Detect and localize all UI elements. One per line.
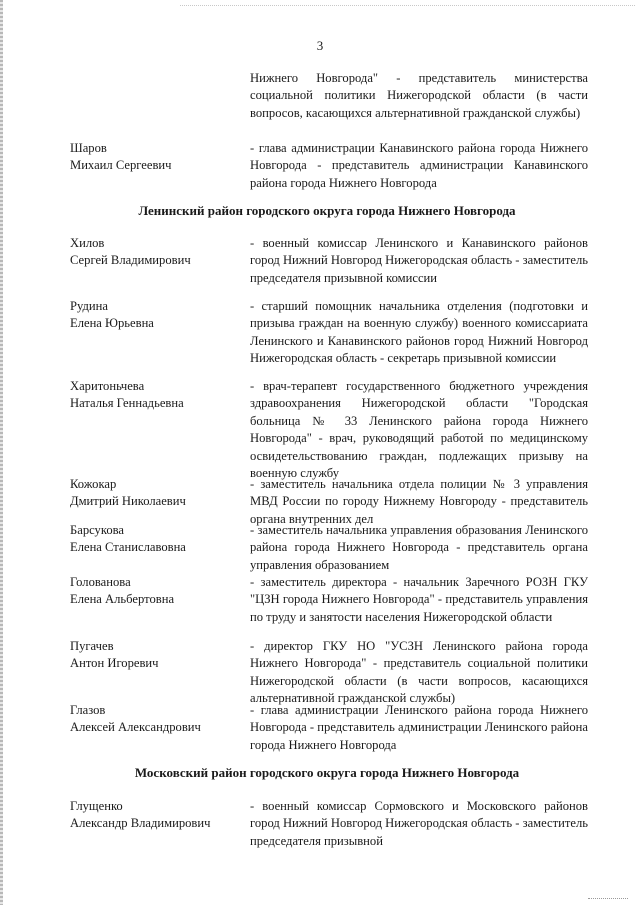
section-heading: Ленинский район городского округа города Нижнего Новгорода bbox=[138, 203, 516, 218]
member-entry bbox=[0, 702, 640, 754]
member-entry bbox=[0, 140, 640, 192]
continuation-role: Нижнего Новгорода" - представитель министерства социальной политики Нижегородской области (в части вопросов, касающихся альтернативной гражданской службы) bbox=[250, 71, 588, 120]
member-role: - заместитель начальника управления образования Ленинского района города Нижнего Новгорода - представитель органа управления образованием bbox=[250, 523, 588, 572]
member-name bbox=[70, 298, 245, 333]
member-surname: Шаров bbox=[70, 141, 107, 155]
member-entry bbox=[0, 522, 640, 574]
leninsky-entry-3 bbox=[0, 378, 640, 482]
member-role: - врач-терапевт государственного бюджетного учреждения здравоохранения Нижегородской области "Городская больница № 33 Ленинского района города Нижнего Новгорода" - врач, руководящий работой по медицинскому освидетельствованию граждан, подлежащих призыву на военную службу bbox=[250, 379, 588, 481]
section-heading: Московский район городского округа города Нижнего Новгорода bbox=[134, 765, 520, 780]
member-given-name: Елена Альбертовна bbox=[70, 592, 175, 607]
member-given-name: Елена Юрьевна bbox=[70, 316, 154, 331]
member-name bbox=[70, 574, 245, 609]
member-entry bbox=[0, 476, 640, 528]
leninsky-entry-4 bbox=[0, 476, 640, 528]
member-role: - старший помощник начальника отделения (подготовки и призыва граждан на военную службу) военного комиссариата Ленинского и Канавинского районов город Нижний Новгород Нижегородская область - секретарь призывной комиссии bbox=[250, 299, 588, 366]
member-surname: Харитоньчева bbox=[70, 379, 145, 393]
member-given-name: Алексей Александрович bbox=[70, 720, 201, 735]
member-given-name: Дмитрий Николаевич bbox=[70, 494, 186, 509]
scan-line bbox=[180, 5, 635, 6]
member-surname: Пугачев bbox=[70, 639, 114, 653]
member-surname: Глущенко bbox=[70, 799, 123, 813]
member-role: - директор ГКУ НО "УСЗН Ленинского района города Нижнего Новгорода" - представитель социальной политики Нижегородской области (в части вопросов, касающихся альтернативной гражданской службы) bbox=[250, 639, 588, 706]
moskovsky-entry-1 bbox=[0, 798, 640, 850]
member-name bbox=[70, 476, 245, 511]
member-role: - заместитель начальника отдела полиции № 3 управления МВД России по городу Нижнему Новгороду - представитель органа внутренних дел bbox=[250, 477, 588, 526]
member-given-name: Сергей Владимирович bbox=[70, 253, 191, 268]
continuation-block bbox=[0, 70, 640, 122]
member-role: - заместитель директора - начальник Заречного РОЗН ГКУ "ЦЗН города Нижнего Новгорода" - представитель управления по труду и занятости населения Нижегородской области bbox=[250, 575, 588, 624]
member-entry bbox=[0, 574, 640, 626]
scan-marks bbox=[588, 898, 628, 899]
member-surname: Барсукова bbox=[70, 523, 124, 537]
member-name bbox=[70, 235, 245, 270]
member-role: - военный комиссар Сормовского и Московского районов город Нижний Новгород Нижегородская область - заместитель председателя призывной bbox=[250, 799, 588, 848]
leninsky-entry-6 bbox=[0, 574, 640, 626]
member-name bbox=[70, 702, 245, 737]
section-leninsky bbox=[0, 202, 640, 219]
member-given-name: Наталья Геннадьевна bbox=[70, 396, 184, 411]
member-name bbox=[70, 638, 245, 673]
leninsky-entry-5 bbox=[0, 522, 640, 574]
member-surname: Рудина bbox=[70, 299, 108, 313]
member-entry bbox=[0, 378, 640, 482]
leninsky-entry-2 bbox=[0, 298, 640, 368]
member-entry bbox=[0, 298, 640, 368]
member-entry bbox=[0, 798, 640, 850]
member-role: - глава администрации Ленинского района города Нижнего Новгорода - представитель администрации Ленинского района города Нижнего Новгорода bbox=[250, 703, 588, 752]
member-role: - глава администрации Канавинского района города Нижнего Новгорода - представитель администрации Канавинского района города Нижнего Новгорода bbox=[250, 141, 588, 190]
leninsky-entry-1 bbox=[0, 235, 640, 287]
member-surname: Глазов bbox=[70, 703, 106, 717]
leninsky-entry-8 bbox=[0, 702, 640, 754]
member-given-name: Александр Владимирович bbox=[70, 816, 211, 831]
member-name bbox=[70, 798, 245, 833]
member-given-name: Елена Станиславовна bbox=[70, 540, 186, 555]
member-surname: Кожокар bbox=[70, 477, 117, 491]
member-entry bbox=[0, 638, 640, 708]
member-given-name: Михаил Сергеевич bbox=[70, 158, 172, 173]
page-number: 3 bbox=[316, 38, 324, 53]
member-name bbox=[70, 522, 245, 557]
leninsky-entry-7 bbox=[0, 638, 640, 708]
section-moskovsky bbox=[0, 764, 640, 781]
top-entries bbox=[0, 140, 640, 192]
member-role: - военный комиссар Ленинского и Канавинского районов город Нижний Новгород Нижегородская область - заместитель председателя призывной комиссии bbox=[250, 236, 588, 285]
member-entry bbox=[0, 235, 640, 287]
member-surname: Голованова bbox=[70, 575, 131, 589]
member-name bbox=[70, 378, 245, 413]
member-name bbox=[70, 140, 245, 175]
member-surname: Хилов bbox=[70, 236, 105, 250]
continuation-entry bbox=[0, 70, 640, 122]
member-given-name: Антон Игоревич bbox=[70, 656, 159, 671]
